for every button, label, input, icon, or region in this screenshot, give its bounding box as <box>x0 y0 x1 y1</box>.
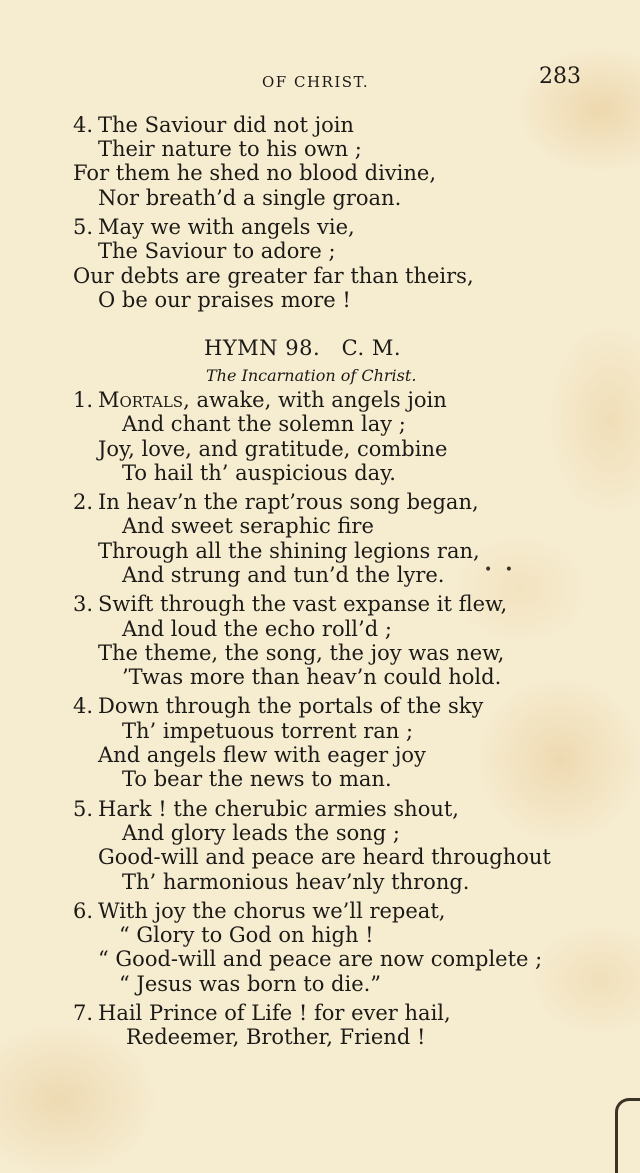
first-word: Mortals <box>98 388 184 412</box>
stanza-line: For them he shed no blood divine, <box>73 161 437 185</box>
stanza-line: Through all the shining legions ran, <box>98 539 480 563</box>
stanza-line <box>98 388 447 412</box>
stanza-line: The Saviour did not join <box>98 113 354 137</box>
ink-speck: • • <box>484 562 517 578</box>
stanza-line: To bear the news to man. <box>122 767 392 791</box>
stanza-line: Nor breath’d a single groan. <box>98 186 402 210</box>
stanza-number: 5. <box>73 215 94 239</box>
stanza-line: Swift through the vast expanse it flew, <box>98 592 508 616</box>
stanza-number: 2. <box>73 490 94 514</box>
stanza-line: With joy the chorus we’ll repeat, <box>98 899 446 923</box>
stanza-line: “ Good-will and peace are now complete ; <box>98 947 543 971</box>
line-rest: , awake, with angels join <box>183 388 447 412</box>
stanza-number: 4. <box>73 113 94 137</box>
stanza-line: And sweet seraphic fire <box>122 514 374 538</box>
hymn-title: HYMN 98. C. M. <box>204 336 401 360</box>
stanza-line: And loud the echo roll’d ; <box>122 617 392 641</box>
stanza-line: Redeemer, Brother, Friend ! <box>126 1025 426 1049</box>
stanza-line: And chant the solemn lay ; <box>122 412 406 436</box>
stanza-line: “ Jesus was born to die.” <box>119 972 382 996</box>
stanza-line: Our debts are greater far than theirs, <box>73 264 474 288</box>
stanza-line: The Saviour to adore ; <box>98 239 336 263</box>
stanza-number: 4. <box>73 694 94 718</box>
running-header: OF CHRIST. <box>262 73 370 91</box>
stanza-line: The theme, the song, the joy was new, <box>98 641 505 665</box>
stanza-line: To hail th’ auspicious day. <box>122 461 396 485</box>
page-number: 283 <box>539 64 581 89</box>
stanza-line: Hail Prince of Life ! for ever hail, <box>98 1001 451 1025</box>
stanza-line: Th’ impetuous torrent ran ; <box>122 719 414 743</box>
stanza-number: 7. <box>73 1001 94 1025</box>
stanza-line: Good-will and peace are heard throughout <box>98 845 551 869</box>
stanza-line: Hark ! the cherubic armies shout, <box>98 797 459 821</box>
stanza-line: “ Glory to God on high ! <box>119 923 374 947</box>
stanza-line: And glory leads the song ; <box>122 821 400 845</box>
stanza-number: 5. <box>73 797 94 821</box>
stanza-line: Down through the portals of the sky <box>98 694 484 718</box>
stanza-line: Joy, love, and gratitude, combine <box>98 437 448 461</box>
stanza-number: 3. <box>73 592 94 616</box>
stanza-line: In heav’n the rapt’rous song began, <box>98 490 479 514</box>
stanza-line: And angels flew with eager joy <box>98 743 426 767</box>
stanza-line: Th’ harmonious heav’nly throng. <box>122 870 470 894</box>
page-corner-curl <box>615 1098 640 1173</box>
stanza-number: 6. <box>73 899 94 923</box>
stanza-line: O be our praises more ! <box>98 288 351 312</box>
stanza-line: ’Twas more than heav’n could hold. <box>122 665 502 689</box>
stanza-number: 1. <box>73 388 94 412</box>
hymn-subtitle: The Incarnation of Christ. <box>206 366 417 385</box>
stanza-line: And strung and tun’d the lyre. <box>122 563 445 587</box>
stanza-line: Their nature to his own ; <box>98 137 362 161</box>
stanza-line: May we with angels vie, <box>98 215 355 239</box>
